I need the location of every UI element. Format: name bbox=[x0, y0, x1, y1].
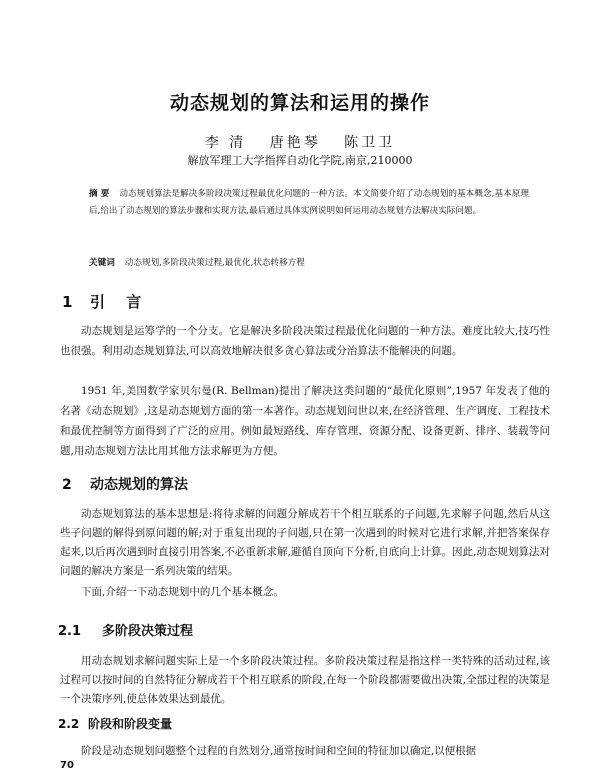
paragraph: 下面,介绍一下动态规划中的几个基本概念。 bbox=[81, 586, 284, 598]
abstract-label: 摘 要 bbox=[89, 189, 110, 199]
subsection-title: 多阶段决策过程 bbox=[102, 624, 194, 639]
section-number: 2 bbox=[62, 477, 72, 493]
section-heading-algorithm bbox=[62, 474, 188, 494]
section-number: 1 bbox=[62, 293, 73, 311]
paragraph: 动态规划算法的基本思想是:将待求解的问题分解成若干个相互联系的子问题,先求解子问题,然后从这些子问题的解得到原问题的解;对于重复出现的子问题,只在第一次遇到的时候对它进行求解,并把答案保存起来,以后再次遇到时直接引用答案,不必重新求解,避循自顶向下分析,自底向上计算。因此,动态规划算法对问题的解决方案是一系列决策的结果。 bbox=[60, 508, 550, 577]
subsection-heading-multistage bbox=[58, 620, 193, 639]
paragraph: 阶段是动态规划问题整个过程的自然划分,通常按时间和空间的特征加以确定,以便根据 bbox=[81, 745, 477, 757]
subsection-number: 2.2 bbox=[58, 717, 80, 731]
paper-title: 动态规划的算法和运用的操作 bbox=[169, 92, 430, 114]
keywords bbox=[89, 256, 529, 270]
section-title: 动态规划的算法 bbox=[90, 477, 188, 493]
paragraph: 用动态规划求解问题实际上是一个多阶段决策过程。多阶段决策过程是指这样一类特殊的活动过程,该过程可以按时间的自然特征分解成若干个相互联系的阶段,在每一个阶段都需要做出决策,全部过程的决策是一个决策序列,使总体效果达到最优。 bbox=[60, 655, 550, 705]
paragraph: 1951 年,美国数学家贝尔曼(R. Bellman)提出了解决这类问题的“最优化原则”,1957 年发表了他的名著《动态规划》,这是动态规划方面的第一本著作。动态规划问世以来,在经济管理、生产调度、工程技术和最优控制等方面得到了广泛的应用。例如最短路线、库存管理、资源分配、设备更新、排序、装载等问题,用动态规划方法比用其他方法求解更为方便。 bbox=[60, 385, 550, 457]
section-heading-introduction bbox=[62, 291, 149, 312]
author-list bbox=[0, 132, 600, 152]
author-name: 陈卫卫 bbox=[344, 135, 396, 151]
subsection-heading-stage bbox=[58, 715, 172, 732]
author-name: 李 清 bbox=[204, 135, 247, 151]
abstract-text: 动态规划算法是解决多阶段决策过程最优化问题的一种方法。本文简要介绍了动态规划的基本概念,基本原理后,给出了动态规划的算法步骤和实现方法,最后通过具体实例说明如何运用动态规划方法解决实际问题。 bbox=[89, 189, 529, 216]
subsection-title: 阶段和阶段变量 bbox=[88, 717, 173, 731]
keywords-text: 动态规划,多阶段决策过程,最优化,状态转移方程 bbox=[124, 258, 305, 268]
keywords-label: 关键词 bbox=[89, 258, 115, 268]
abstract bbox=[89, 186, 529, 220]
section-title: 引 言 bbox=[90, 293, 150, 311]
paragraph: 动态规划是运筹学的一个分支。它是解决多阶段决策过程最优化问题的一种方法。难度比较大,技巧性也很强。利用动态规划算法,可以高效地解决很多贪心算法或分治算法不能解决的问题。 bbox=[60, 325, 550, 357]
page-number: 70 bbox=[60, 760, 74, 771]
author-affiliation: 解放军理工大学指挥自动化学院,南京,210000 bbox=[187, 154, 413, 167]
author-name: 唐艳琴 bbox=[269, 135, 321, 151]
subsection-number: 2.1 bbox=[58, 624, 82, 639]
